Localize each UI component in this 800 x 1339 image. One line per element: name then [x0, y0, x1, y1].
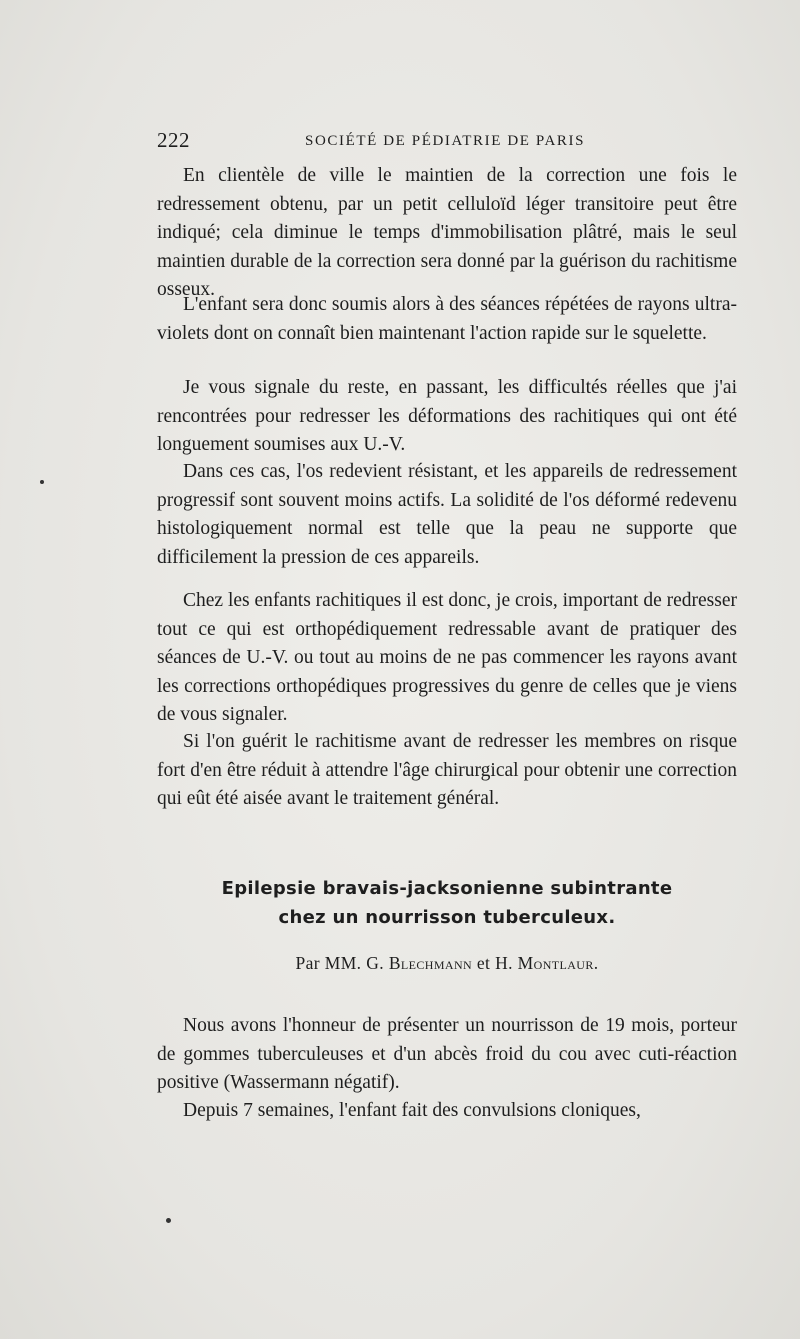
- running-head: SOCIÉTÉ DE PÉDIATRIE DE PARIS: [305, 133, 586, 149]
- ink-speck: [166, 1218, 171, 1223]
- paragraph-5: Chez les enfants rachitiques il est donc, je crois, important de redresser tout ce qui est orthopédiquement redressable avant de pratiquer des séances de U.-V. ou tout au moins de ne pas commencer les rayons avant les corrections orthopédiques progressives du genre de celles que je viens de vous signaler.: [157, 590, 737, 725]
- author-1: G. Blechmann: [366, 953, 473, 973]
- paragraph-1: En clientèle de ville le maintien de la correction une fois le redressement obtenu, par un petit celluloïd léger transitoire peut être indiqué; cela diminue le temps d'immobilisation plâtré, mais le seul maintien durable de la correction sera donné par la guérison du rachitisme osseux.: [157, 165, 737, 300]
- body-paragraph-1: Nous avons l'honneur de présenter un nourrisson de 19 mois, porteur de gommes tuberculeuses et d'un abcès froid du cou avec cuti-réaction positive (Wassermann négatif).: [157, 1015, 737, 1093]
- article-title: [157, 874, 737, 932]
- author-2: H. Montlaur.: [495, 953, 599, 973]
- page-number: 222: [157, 128, 190, 152]
- paragraph-2: L'enfant sera donc soumis alors à des séances répétées de rayons ultra-violets dont on connaît bien maintenant l'action rapide sur le squelette.: [157, 294, 737, 344]
- paragraph-4: Dans ces cas, l'os redevient résistant, et les appareils de redressement progressif sont souvent moins actifs. La solidité de l'os déformé redevenu histologiquement normal est telle que la peau ne supporte que difficilement la pression de ces appareils.: [157, 461, 737, 568]
- paragraph-6: Si l'on guérit le rachitisme avant de redresser les membres on risque fort d'en être réduit à attendre l'âge chirurgical pour obtenir une correction qui eût été aisée avant le traitement général.: [157, 731, 737, 809]
- page-header: [157, 128, 737, 152]
- article-authors: [157, 953, 737, 974]
- article-title-line-2: chez un nourrisson tuberculeux.: [278, 907, 616, 928]
- authors-conjunction: et: [472, 953, 496, 973]
- ink-speck: [40, 480, 44, 484]
- body-paragraph-2: Depuis 7 semaines, l'enfant fait des convulsions cloniques,: [183, 1100, 641, 1121]
- article-title-line-1: Epilepsie bravais-jacksonienne subintrante: [221, 878, 673, 899]
- authors-prefix: Par MM.: [295, 953, 367, 973]
- paragraph-3: Je vous signale du reste, en passant, les difficultés réelles que j'ai rencontrées pour redresser les déformations des rachitiques qui ont été longuement soumises aux U.-V.: [157, 377, 737, 455]
